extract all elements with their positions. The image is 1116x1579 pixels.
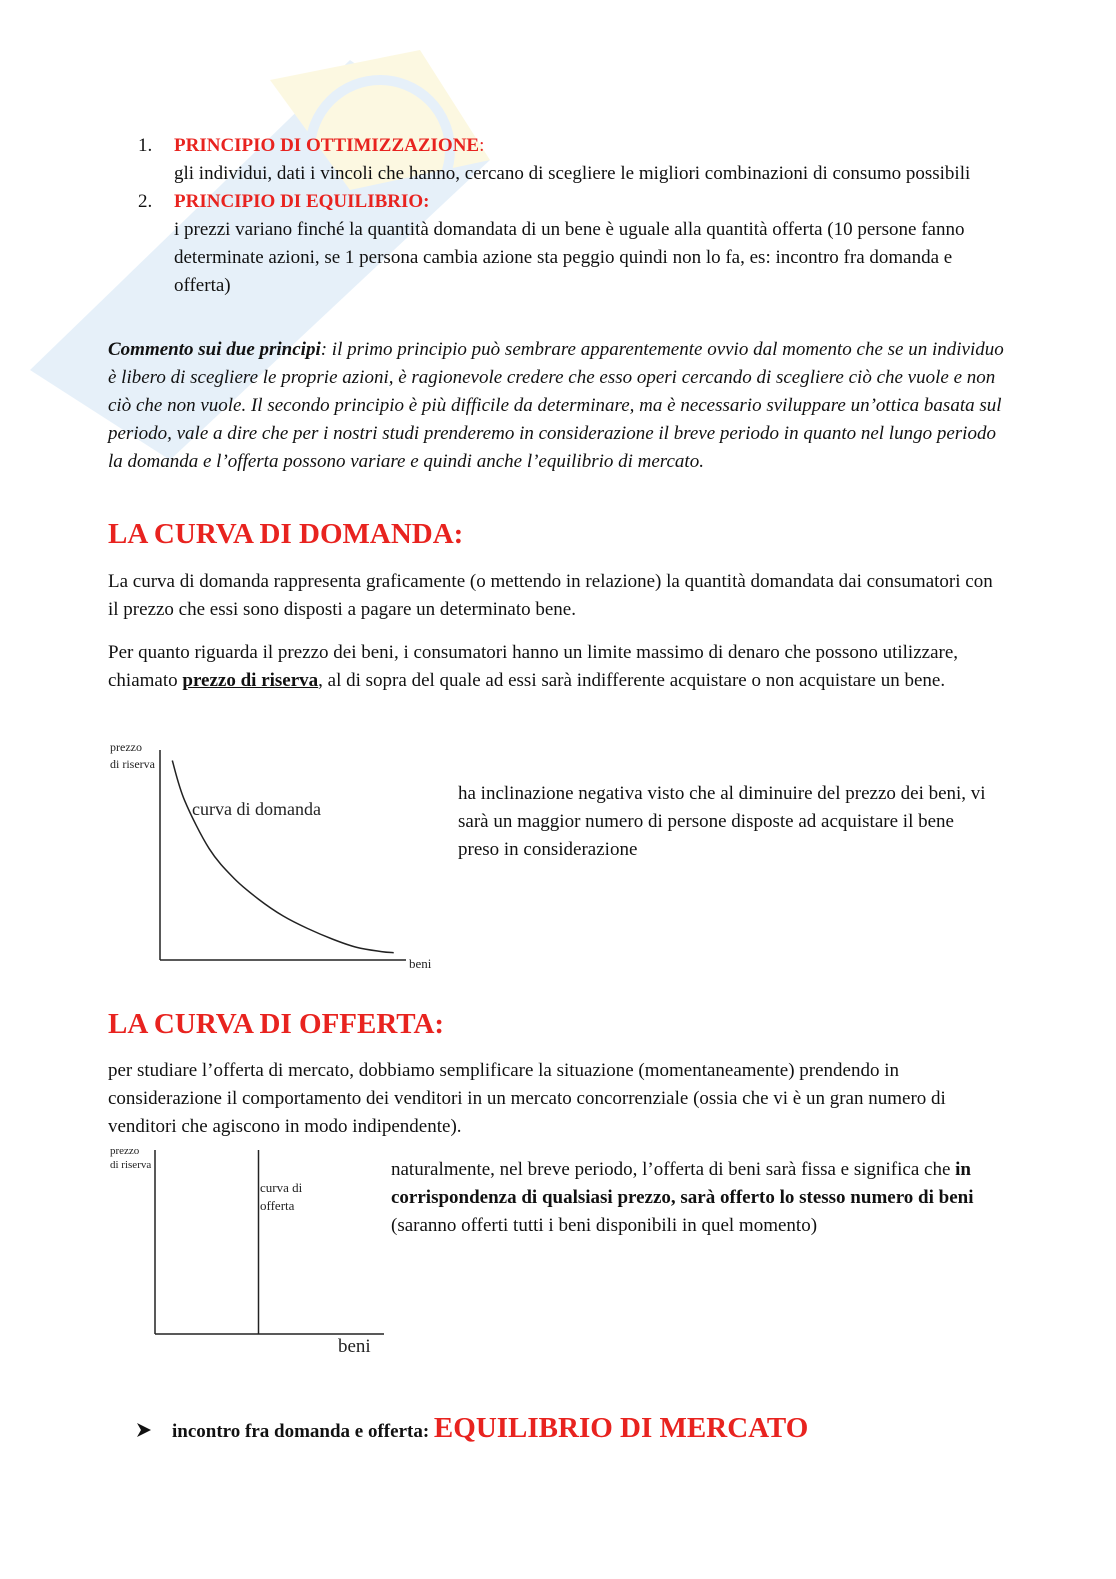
arrow-bullet-icon	[136, 1412, 172, 1452]
supply-side-after: (saranno offerti tutti i beni disponibili in quel momento)	[391, 1215, 818, 1236]
comment-label: Commento sui due principi	[108, 339, 321, 360]
supply-heading: LA CURVA DI OFFERTA:	[108, 1008, 445, 1040]
demand-paragraph-2-after: , al di sopra del quale ad essi sarà indifferente acquistare o non acquistare un bene.	[318, 670, 946, 691]
reservation-price-term: prezzo di riserva	[182, 670, 319, 691]
market-equilibrium-bullet	[136, 1408, 1036, 1452]
principle-text: i prezzi variano finché la quantità domandata di un bene è uguale alla quantità offerta (10 persone fanno determinate azioni, se 1 persona cambia azione sta peggio quindi non lo fa, es: incontro fra domanda e offerta)	[174, 219, 965, 296]
demand-heading: LA CURVA DI DOMANDA:	[108, 518, 464, 550]
demand-ylabel-line-2: di riserva	[110, 757, 155, 771]
principle-title: PRINCIPIO DI OTTIMIZZAZIONE	[174, 135, 480, 156]
supply-side-before: naturalmente, nel breve periodo, l’offerta di beni sarà fissa e significa che	[391, 1159, 956, 1180]
supply-ylabel-line-1: prezzo	[110, 1145, 140, 1157]
principle-item	[108, 188, 1008, 300]
comment-paragraph	[108, 336, 1008, 476]
demand-xlabel: beni	[409, 956, 432, 971]
comment-text: : il primo principio può sembrare apparentemente ovvio dal momento che se un individuo è libero di scegliere le proprie azioni, è ragionevole credere che esso operi cercando di scegliere ciò che vuole e non ciò che non vuole. Il secondo principio è più difficile da determinare, ma è necessario sviluppare un’ottica basata sul periodo, vale a dire che per i nostri studi prenderemo in considerazione il breve periodo in quanto nel lungo periodo la domanda e l’offerta possono variare e quindi anche l’equilibrio di mercato.	[108, 339, 1004, 472]
supply-curve-label-line-2: offerta	[260, 1198, 295, 1213]
supply-xlabel: beni	[338, 1336, 371, 1357]
demand-ylabel-line-1: prezzo	[110, 740, 142, 754]
principle-item	[108, 132, 1008, 188]
principle-title-suffix: :	[479, 135, 485, 156]
supply-side-text	[391, 1156, 1001, 1240]
demand-curve-chart	[104, 738, 440, 974]
demand-paragraph-2	[108, 639, 1008, 695]
demand-curve-label: curva di domanda	[192, 799, 321, 819]
supply-curve-chart	[104, 1140, 384, 1360]
demand-side-text: ha inclinazione negativa visto che al diminuire del prezzo dei beni, vi sarà un maggior numero di persone disposte ad acquistare il bene preso in considerazione	[458, 783, 986, 860]
demand-curve-line	[172, 761, 393, 953]
principles-list	[108, 132, 1008, 300]
bullet-highlight-text: EQUILIBRIO DI MERCATO	[433, 1412, 809, 1444]
demand-paragraph-1: La curva di domanda rappresenta graficamente (o mettendo in relazione) la quantità domandata dai consumatori con il prezzo che essi sono disposti a pagare un determinato bene.	[108, 571, 993, 620]
supply-side-bold: in corrispondenza di qualsiasi prezzo, sarà offerto lo stesso numero di beni	[391, 1159, 974, 1208]
list-number: 1.	[138, 135, 153, 156]
supply-curve-label-line-1: curva di	[260, 1180, 303, 1195]
demand-paragraph-2-before: Per quanto riguarda il prezzo dei beni, i consumatori hanno un limite massimo di denaro che possono utilizzare, chiamato	[108, 642, 959, 691]
principle-title: PRINCIPIO DI EQUILIBRIO:	[174, 191, 430, 212]
principle-text: gli individui, dati i vincoli che hanno, cercano di scegliere le migliori combinazioni di consumo possibili	[174, 163, 971, 184]
supply-paragraph-1: per studiare l’offerta di mercato, dobbiamo semplificare la situazione (momentaneamente) prendendo in considerazione il comportamento dei venditori in un mercato concorrenziale (ossia che vi è un gran numero di venditori che agiscono in modo indipendente).	[108, 1060, 946, 1137]
supply-ylabel-line-2: di riserva	[110, 1159, 152, 1171]
list-number: 2.	[138, 191, 153, 212]
bullet-lead-text: incontro fra domanda e offerta:	[172, 1421, 434, 1442]
